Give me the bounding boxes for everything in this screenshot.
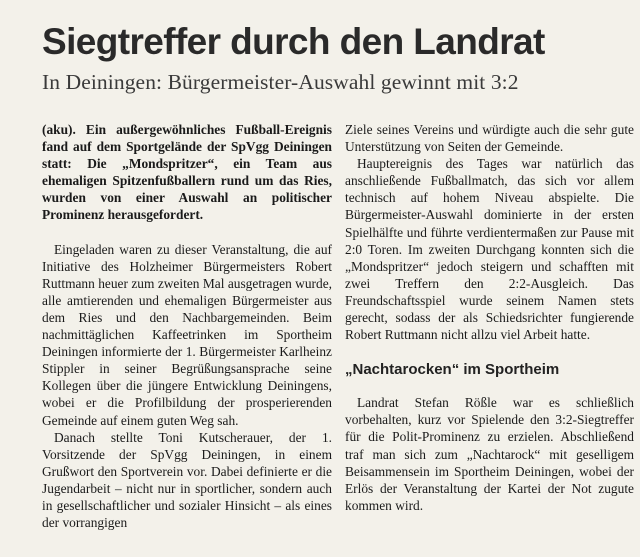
lead-paragraph: (aku). Ein außergewöhnliches Fußball-Ereignis fand auf dem Sportgelände der SpVgg Deiningen statt: Die „Mondspritzer“, ein Team aus ehemaligen Spitzenfußballern rund um das Ries, wurden von einer Auswahl an politischer Prominenz herausgefordert. (42, 122, 332, 223)
article-left-column (42, 121, 332, 531)
article-right-column (345, 121, 634, 514)
section-subheading: „Nachtarocken“ im Sportheim (345, 361, 560, 379)
body-paragraph: Ziele seines Vereins und würdigte auch die sehr gute Unterstützung von Seiten der Gemeinde. (345, 122, 634, 155)
body-paragraph: Eingeladen waren zu dieser Veranstaltung, die auf Initiative des Holzheimer Bürgermeisters Robert Ruttmann heuer zum zweiten Mal ausgetragen wurde, alle amtierenden und ehemaligen Bürgermeister aus dem Ries und den Nachbargemeinden. Beim nachmittäglichen Kaffeetrinken im Sportheim Deiningen informierte der 1. Bürgermeister Karlheinz Stippler in seiner Begrüßungsansprache seine Kollegen über die jüngere Entwicklung Deiningens, wobei er die Profilbildung der prosperierenden Gemeinde auf einem guten Weg sah. (42, 241, 332, 428)
body-paragraph: Danach stellte Toni Kutscherauer, der 1. Vorsitzende der SpVgg Deiningen, in einem Grußwort den Sportverein vor. Dabei definierte er die Jugendarbeit – nicht nur in sportlicher, sondern auch in gesellschaftlicher und sozialer Hinsicht – als eines der vorrangigen (42, 429, 332, 531)
subheadline: In Deiningen: Bürgermeister-Auswahl gewinnt mit 3:2 (42, 70, 519, 94)
headline: Siegtreffer durch den Landrat (42, 21, 545, 62)
body-paragraph: Hauptereignis des Tages war natürlich das anschließende Fußballmatch, das sich vor allem technisch auf hohem Niveau abspielte. Die Bürgermeister-Auswahl dominierte in der ersten Spielhälfte und führte verdientermaßen zur Pause mit 2:0 Toren. Im zweiten Durchgang konnten sich die „Mondspritzer“ jedoch steigern und schafften mit zwei Treffern den 2:2-Ausgleich. Das Freundschaftsspiel wurde seinem Namen stets gerecht, sodass der als Schiedsrichter fungierende Robert Ruttmann nicht allzu viel Arbeit hatte. (345, 156, 634, 343)
body-paragraph: Landrat Stefan Rößle war es schließlich vorbehalten, kurz vor Spielende den 3:2-Siegtreffer für die Polit-Prominenz zu erzielen. Abschließend traf man sich zum „Nachtarock“ mit geselligem Beisammensein im Sportheim Deiningen, wobei der Erlös der Veranstaltung der Kartei der Not zugute kommen wird. (345, 395, 634, 513)
